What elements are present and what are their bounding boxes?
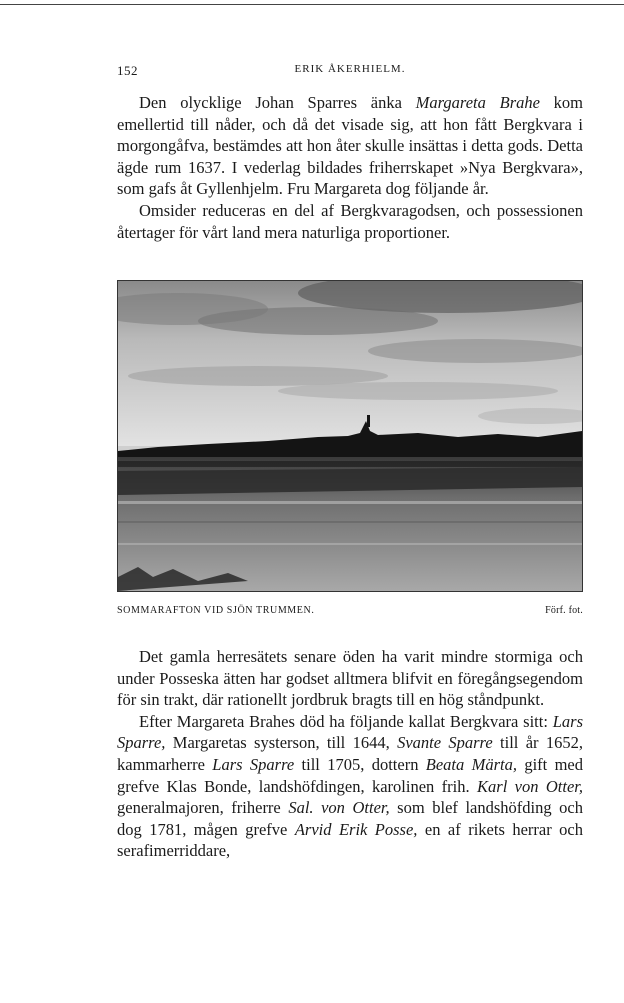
text-run: generalmajoren, friherre <box>117 798 289 818</box>
top-rule <box>0 4 624 5</box>
italic-name: Lars Sparre, <box>117 711 583 753</box>
figure-caption <box>117 605 583 623</box>
lake-photo-image <box>118 281 582 591</box>
running-title: ERIK ÅKERHIELM. <box>294 63 406 75</box>
text-run: till år 1652, kammarherre <box>117 733 583 774</box>
italic-name: Karl von Otter, <box>477 776 583 796</box>
text-run: kom emellertid till nåder, och då det visade sig, att hon fått Bergkvara i morgongåfva, bestämdes att hon åter skulle insättas i detta gods. Detta ägde rum 1637. I vederlag bildades friherrskapet »Nya Bergkvara», som gafs åt Gyllenhjelm. Fru Margareta dog följande år. <box>117 93 584 199</box>
page-number: 152 <box>117 63 138 78</box>
italic-name: Beata Märta, <box>425 754 517 774</box>
italic-name: Arvid Erik Posse, <box>294 819 418 839</box>
paragraph <box>117 646 583 711</box>
text-run: gift med grefve Klas Bonde, landshöfdingen, karolinen frih. <box>117 754 583 796</box>
paragraph <box>117 711 583 862</box>
text-run: som blef landshöfding och dog 1781, mågen grefve <box>117 798 583 839</box>
italic-name: Margareta Brahe <box>415 93 540 112</box>
italic-name: Sal. von Otter, <box>288 798 390 818</box>
body-text-top <box>117 92 583 243</box>
paragraph <box>117 92 583 200</box>
caption-title: SOMMARAFTON VID SJÖN TRUMMEN. <box>117 605 315 616</box>
lake-photograph <box>117 280 583 592</box>
text-run: Efter Margareta Brahes död ha följande kallat Bergkvara sitt: <box>139 711 553 731</box>
paragraph <box>117 200 583 243</box>
italic-name: Lars Sparre <box>212 754 295 774</box>
text-run: till 1705, dottern <box>294 754 426 774</box>
text-run: Den olycklige Johan Sparres änka <box>139 93 416 112</box>
text-run: en af rikets herrar och serafimerriddare, <box>117 819 583 861</box>
page-header <box>117 60 583 82</box>
caption-credit: Förf. fot. <box>545 605 583 616</box>
text-run: Omsider reduceras en del af Bergkvaragodsen, och possessionen återtager för vårt land mera naturliga proportioner. <box>117 200 583 242</box>
text-run: Margaretas systerson, till 1644, <box>165 733 398 753</box>
body-text-bottom <box>117 646 583 862</box>
italic-name: Svante Sparre <box>397 733 493 753</box>
text-run: Det gamla herresätets senare öden ha varit mindre stormiga och under Posseska ätten har godset alltmera blifvit en föregångsegendom för sin trakt, där rationellt jordbruk bragts till en hög ståndpunkt. <box>117 647 583 710</box>
